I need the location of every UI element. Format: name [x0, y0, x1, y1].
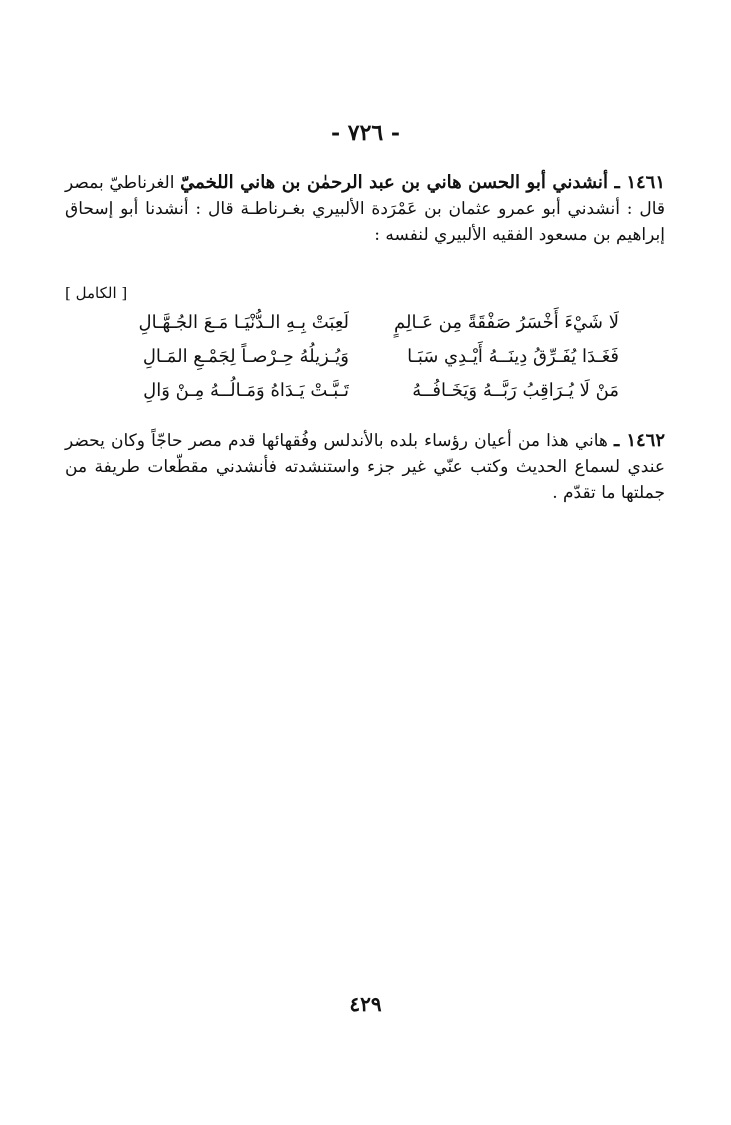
verse-second-hemistich: تَـبَّـتْ يَـدَاهُ وَمَـالُــهُ مِـنْ وَالِ [143, 380, 349, 401]
verse-second-hemistich: لَعِبَتْ بِـهِ الـدُّنْيَـا مَـعَ الجُـهَّـالِ [138, 312, 349, 333]
running-page-number: - ٧٢٦ - [330, 120, 401, 146]
poem-meter-label: [ الكامل ] [65, 284, 128, 302]
entry-1461-heading: ١٤٦١ ـ أنشدني أبو الحسن هاني بن عبد الرحمٰن بن هاني اللخميّ [180, 172, 665, 193]
entry-1462-text: هاني هذا من أعيان رؤساء بلده بالأندلس وفُقهائها قدم مصر حاجّاً وكان يحضر عندي لسماع الحديث وكتب عنّي غير جزء واستنشدته فأنشدني مقطّعات طريفة من جملتها ما تقدّم . [65, 431, 665, 503]
verse-first-hemistich: مَنْ لَا يُـرَاقِبُ رَبَّــهُ وَيَخَـافُــهُ [412, 380, 619, 401]
poem-verse [109, 340, 619, 374]
entry-1461-text: الغرناطيّ بمصر قال : أنشدني أبو عمرو عثمان بن عَمْرَدة الألبيري بغـرناطـة قال : أنشدنا أبو إسحاق إبراهيم بن مسعود الفقيه الألبيري لنفسه : [65, 173, 665, 245]
entry-1462 [65, 428, 665, 506]
verse-first-hemistich: لَا شَيْءَ أَخْسَرُ صَفْقَةً مِن عَـالِمٍ [394, 312, 619, 333]
verse-second-hemistich: وَيُـزيلُهُ حِـرْصـاً لِجَمْـعِ المَـالِ [142, 346, 349, 367]
entry-1461 [65, 170, 665, 248]
poem [109, 306, 619, 408]
verse-first-hemistich: فَغَـدَا يُفَـرِّقُ دِينَــهُ أَيْـدِي سَبَـا [407, 346, 619, 367]
folio-number: ٤٢٩ [349, 992, 382, 1016]
entry-1462-heading: ١٤٦٢ ـ [614, 430, 665, 451]
poem-verse [109, 306, 619, 340]
poem-verse [109, 374, 619, 408]
